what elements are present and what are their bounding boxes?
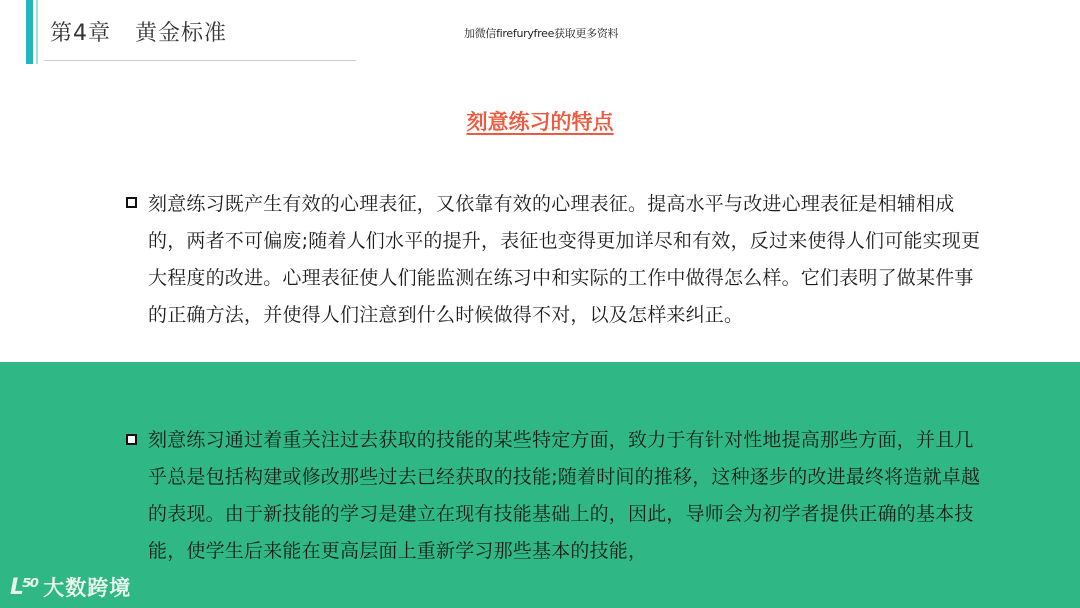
brand-footer bbox=[10, 572, 131, 602]
chapter-title: 第4章 黄金标准 bbox=[50, 21, 227, 46]
bullet-square-icon bbox=[126, 434, 137, 445]
paragraph-2: 刻意练习通过着重关注过去获取的技能的某些特定方面，致力于有针对性地提高那些方面，并且几乎总是包括构建或修改那些过去已经获取的技能;随着时间的推移，这种逐步的改进最终将造就卓越的表现。由于新技能的学习是建立在现有技能基础上的，因此，导师会为初学者提供正确的基本技能，使学生后来能在更高层面上重新学习那些基本的技能， bbox=[148, 429, 981, 562]
bullet-square-icon bbox=[126, 197, 137, 208]
brand-name: 大数跨境 bbox=[43, 576, 132, 600]
section-heading: 刻意练习的特点 bbox=[466, 110, 614, 134]
header-accent-line bbox=[36, 0, 38, 64]
header-accent-bar bbox=[26, 0, 33, 64]
header-divider bbox=[44, 60, 356, 61]
watermark-text: 加微信firefuryfree获取更多资料 bbox=[464, 27, 619, 40]
green-panel bbox=[0, 362, 1080, 608]
brand-logo-icon: L⁵⁰ bbox=[10, 574, 38, 600]
paragraph-1: 刻意练习既产生有效的心理表征，又依靠有效的心理表征。提高水平与改进心理表征是相辅相成的，两者不可偏废;随着人们水平的提升，表征也变得更加详尽和有效，反过来使得人们可能实现更大程度的改进。心理表征使人们能监测在练习中和实际的工作中做得怎么样。它们表明了做某件事的正确方法，并使得人们注意到什么时候做得不对，以及怎样来纠正。 bbox=[148, 193, 981, 326]
